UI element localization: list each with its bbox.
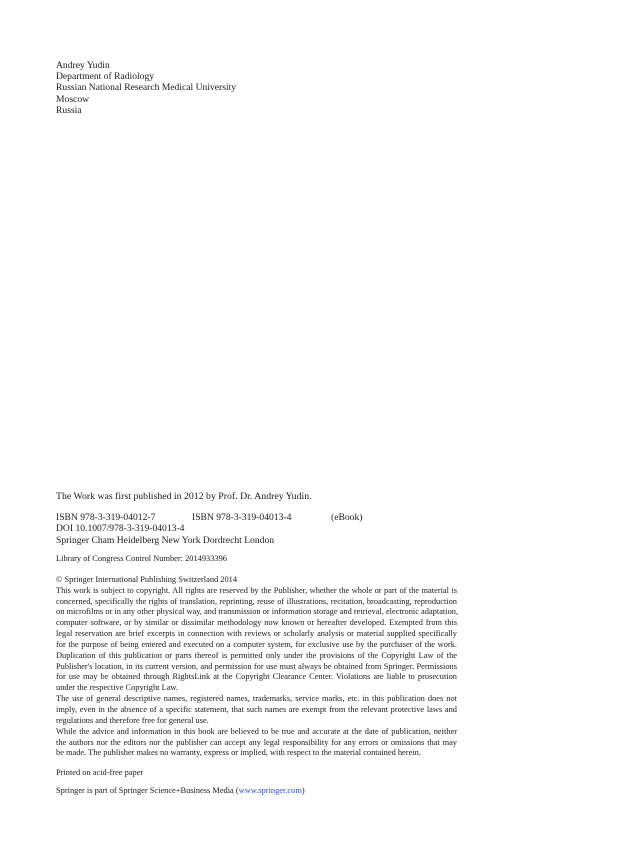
copyright-line: computer software, or by similar or dissimilar methodology now known or hereafter developed. Exempted from this xyxy=(56,618,457,628)
copyright-line: concerned, specifically the rights of translation, reprinting, reuse of illustrations, recitation, broadcasting, reproduction xyxy=(56,596,457,606)
imprint-block xyxy=(56,491,457,796)
author-name: Andrey Yudin xyxy=(56,60,110,71)
author-country: Russia xyxy=(56,104,82,116)
copyright-line: Publisher's location, in its current version, and permission for use must always be obtained from Springer. Permissions xyxy=(56,661,457,671)
copyright-line: © Springer International Publishing Switzerland 2014 xyxy=(56,574,238,584)
copyright-line: for the purpose of being entered and executed on a computer system, for exclusive use by the purchaser of the work. xyxy=(56,639,457,649)
lccn: Library of Congress Control Number: 2014933396 xyxy=(56,553,227,563)
copyright-line: for use may be obtained through RightsLink at the Copyright Clearance Center. Violations are liable to prosecution xyxy=(56,672,457,682)
isbn-print: ISBN 978-3-319-04012-7 xyxy=(56,512,156,523)
copyright-line: under the respective Copyright Law. xyxy=(56,683,179,693)
copyright-line: on microfilms or in any other physical way, and transmission or information storage and retrieval, electronic adaptation, xyxy=(56,607,459,617)
springer-part-text: Springer is part of Springer Science+Business Media ( xyxy=(56,786,239,796)
publisher-locations: Springer Cham Heidelberg New York Dordrecht London xyxy=(56,534,275,546)
copyright-line: be made. The publisher makes no warranty, express or implied, with respect to the material contained herein. xyxy=(56,748,421,758)
printed-on-note: Printed on acid-free paper xyxy=(56,768,144,778)
copyright-line: imply, even in the absence of a specific statement, that such names are exempt from the relevant protective laws and xyxy=(56,705,457,715)
isbn-row xyxy=(56,512,457,523)
copyright-line: Duplication of this publication or parts thereof is permitted only under the provisions of the Copyright Law of the xyxy=(56,650,457,660)
springer-part-note xyxy=(56,786,457,796)
first-published-note: The Work was first published in 2012 by Prof. Dr. Andrey Yudin. xyxy=(56,491,312,502)
copyright-line: This work is subject to copyright. All rights are reserved by the Publisher, whether the whole or part of the material is xyxy=(56,585,457,595)
copyright-line: the authors nor the editors nor the publisher can accept any legal responsibility for any errors or omissions that may xyxy=(56,737,457,747)
copyright-notice xyxy=(56,575,457,759)
doi: DOI 10.1007/978-3-319-04013-4 xyxy=(56,523,185,535)
copyright-line: The use of general descriptive names, registered names, trademarks, service marks, etc. in this publication does not xyxy=(56,694,457,704)
copyright-line: legal reservation are brief excerpts in connection with reviews or scholarly analysis or material supplied specifically xyxy=(56,629,457,639)
author-university: Russian National Research Medical University xyxy=(56,82,237,94)
author-department: Department of Radiology xyxy=(56,71,155,83)
author-affiliation xyxy=(56,60,236,116)
springer-part-close: ) xyxy=(301,786,305,796)
isbn-block xyxy=(56,512,457,546)
springer-website-link[interactable]: www.springer.com xyxy=(238,786,302,796)
isbn-ebook: ISBN 978-3-319-04013-4 xyxy=(192,512,292,523)
author-city: Moscow xyxy=(56,93,90,105)
copyright-line: While the advice and information in this book are believed to be true and accurate at the date of publication, neither xyxy=(56,726,457,736)
copyright-line: regulations and therefore free for general use. xyxy=(56,715,209,725)
isbn-ebook-label: (eBook) xyxy=(331,512,363,523)
